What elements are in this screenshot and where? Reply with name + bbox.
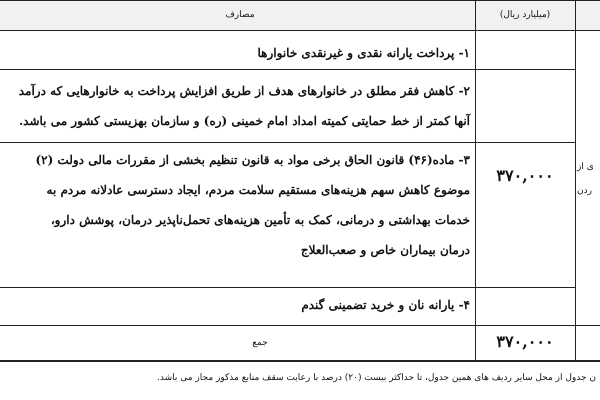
total-label: جمع bbox=[252, 338, 268, 348]
table-top-border bbox=[0, 0, 600, 1]
group-amount: ۳۷۰,۰۰۰ bbox=[496, 166, 554, 185]
row-1-line-1: ۱- پرداخت یارانه نقدی و غیرنقدی خانوارها bbox=[257, 46, 470, 60]
row-3-line-2: موضوع کاهش سهم هزینه‌های مستقیم سلامت مردم، ایجاد دسترسی عادلانه مردم به bbox=[46, 183, 470, 197]
row-3-line-1: ۳- ماده(۴۶) قانون الحاق برخی مواد به قانون تنظیم بخشی از مقررات مالی دولت (۲) bbox=[35, 153, 470, 167]
row-2-line-2: آنها کمتر از خط حمایتی کمیته امداد امام خمینی (ره) و سازمان بهزیستی کشور می باشد. bbox=[18, 114, 470, 128]
right-column-fragment-2: ردن bbox=[577, 186, 592, 196]
row-3-bottom-border bbox=[0, 287, 575, 288]
column-divider-right bbox=[575, 0, 576, 362]
row-1-bottom-border bbox=[0, 69, 575, 70]
header-bottom-border bbox=[0, 30, 600, 31]
right-column-fragment-1: ی از bbox=[577, 162, 594, 172]
row-3-line-4: درمان بیماران خاص و صعب‌العلاج bbox=[300, 243, 470, 257]
total-row-bottom-border bbox=[0, 360, 600, 362]
row-2-bottom-border bbox=[0, 142, 575, 143]
footnote: ن جدول از محل سایر ردیف های همین جدول، تا حداکثر بیست (۲۰) درصد با رعایت سقف منابع مذکور مجاز می باشد. bbox=[157, 373, 596, 383]
row-4-bottom-border bbox=[0, 325, 600, 326]
row-4-line-1: ۴- یارانه نان و خرید تضمینی گندم bbox=[301, 298, 470, 312]
row-3-line-3: خدمات بهداشتی و درمانی، کمک به تأمین هزینه‌های تحمل‌ناپذیر درمان، پوشش دارو، bbox=[50, 213, 470, 227]
total-amount: ۳۷۰,۰۰۰ bbox=[496, 332, 554, 351]
row-2-line-1: ۲- کاهش فقر مطلق در خانوارهای هدف از طریق افزایش پرداخت به خانوارهایی که درآمد bbox=[18, 84, 470, 98]
column-divider-amount bbox=[475, 0, 476, 362]
header-description: مصارف bbox=[225, 10, 255, 20]
header-amount-unit: (میلیارد ریال) bbox=[499, 10, 551, 20]
